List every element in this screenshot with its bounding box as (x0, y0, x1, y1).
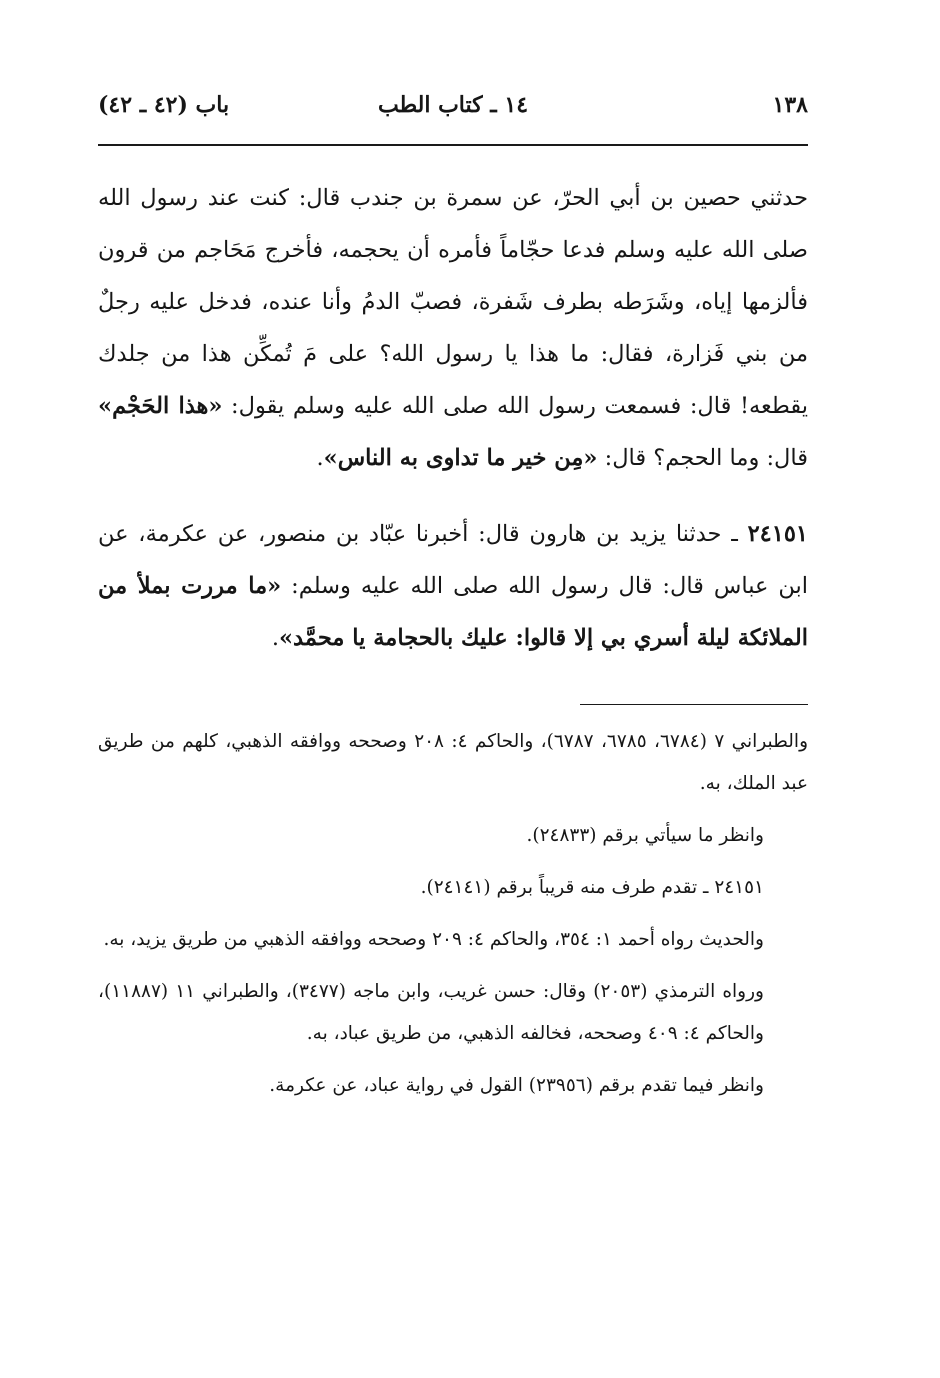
footnote-line: ورواه الترمذي (٢٠٥٣) وقال: حسن غريب، وابن ماجه (٣٤٧٧)، والطبراني ١١ (١١٨٨٧)، والحاكم ٤: ٤٠٩ وصححه، فخالفه الذهبي، من طريق عباد، به. (98, 981, 764, 1044)
footnotes (98, 721, 808, 1107)
hadith-text-end: . (316, 445, 324, 471)
header-rule (98, 144, 808, 146)
hadith-text: قال: وما الحجم؟ قال: (597, 445, 808, 471)
chapter-reference: باب (٤٢ ـ ٤٢) (98, 92, 230, 118)
footnote-line: وانظر فيما تقدم برقم (٢٣٩٥٦) القول في رواية عباد، عن عكرمة. (269, 1075, 764, 1096)
hadith-quote: «ما مررت بملأ من الملائكة ليلة أسري بي إلا قالوا: عليك بالحجامة يا محمَّد» (98, 573, 808, 651)
running-header (98, 82, 808, 132)
page-number: ١٣٨ (772, 92, 808, 118)
footnote-line: ٢٤١٥١ ـ تقدم طرف منه قريباً برقم (٢٤١٤١). (420, 877, 764, 898)
hadith-text: ـ حدثنا يزيد بن هارون قال: أخبرنا عبّاد بن منصور، عن عكرمة، عن ابن عباس قال: قال رسول الله صلى الله عليه وسلم: (98, 521, 808, 599)
main-text (98, 172, 808, 664)
hadith-quote: «هذا الحَجْم» (98, 393, 223, 419)
footnote-line: وانظر ما سيأتي برقم (٢٤٨٣٣). (526, 825, 764, 846)
hadith-text-end: . (271, 625, 279, 651)
hadith-number: ٢٤١٥١ (747, 521, 808, 547)
hadith-paragraph (98, 172, 808, 484)
footnote-line: والطبراني ٧ (٦٧٨٤، ٦٧٨٥، ٦٧٨٧)، والحاكم ٤: ٢٠٨ وصححه ووافقه الذهبي، كلهم من طريق عبد الملك، به. (98, 731, 809, 794)
footnote-line: والحديث رواه أحمد ١: ٣٥٤، والحاكم ٤: ٢٠٩ وصححه ووافقه الذهبي من طريق يزيد، به. (103, 929, 764, 950)
hadith-quote: «مِن خير ما تداوى به الناس» (323, 445, 598, 471)
book-title: ١٤ ـ كتاب الطب (377, 92, 529, 118)
hadith-text: حدثني حصين بن أبي الحرّ، عن سمرة بن جندب قال: كنت عند رسول الله صلى الله عليه وسلم فدعا حجّاماً فأمره أن يحجمه، فأخرج مَحَاجم من قرون فألزمها إياه، وشَرَطه بطرف شَفرة، فصبّ الدمُ وأنا عنده، فدخل عليه رجلٌ من بني فَزارة، فقال: ما هذا يا رسول الله؟ على مَ تُمكِّن هذا من جلدك يقطعه! قال: فسمعت رسول الله صلى الله عليه وسلم يقول: (98, 185, 809, 419)
hadith-paragraph (98, 508, 808, 664)
book-page (98, 82, 808, 1107)
footnote-rule (580, 704, 808, 705)
